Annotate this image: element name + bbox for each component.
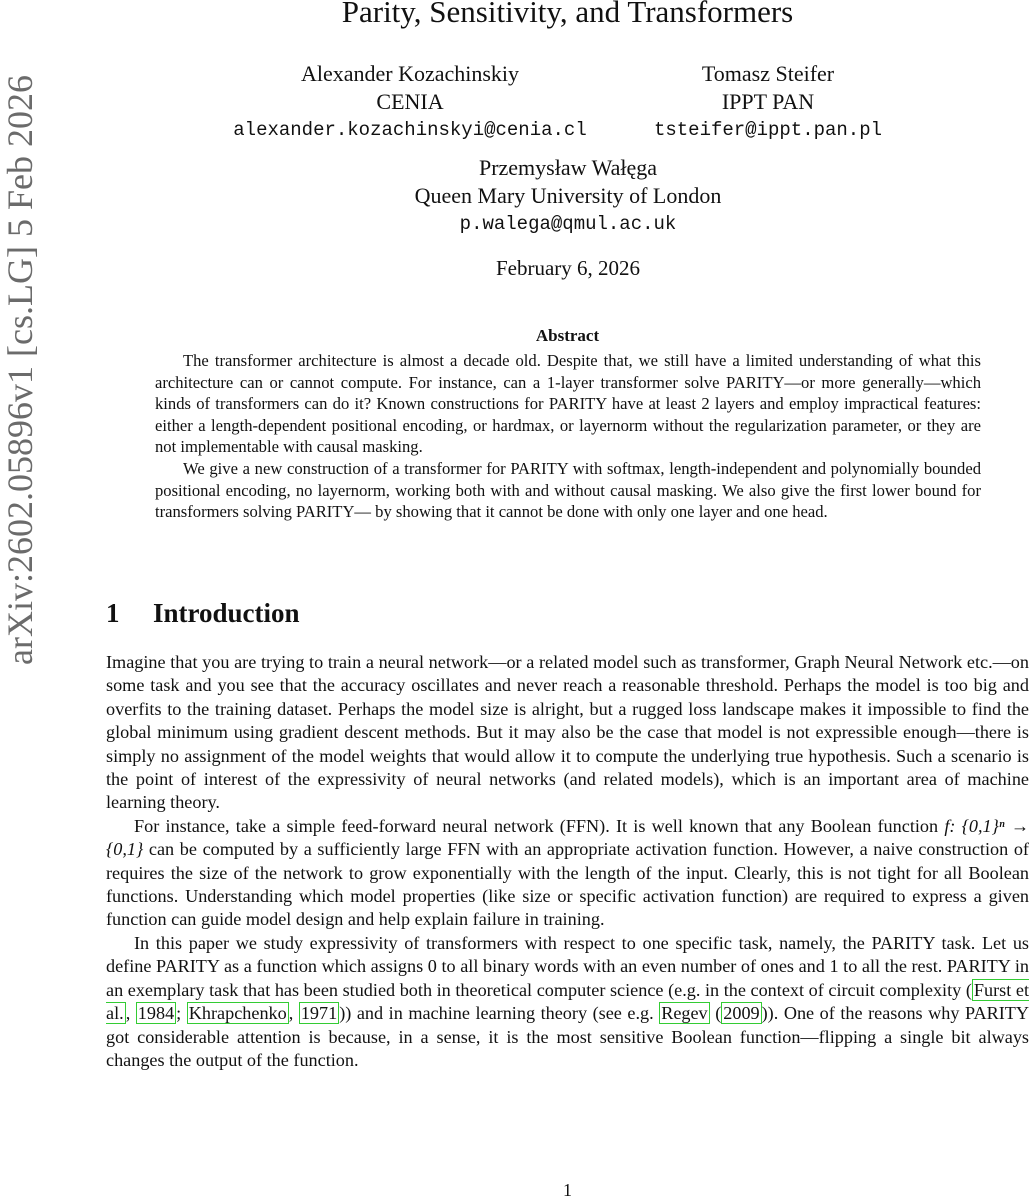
section-heading — [106, 598, 300, 629]
author-affiliation: CENIA — [376, 89, 444, 114]
text-run: can be computed by a sufficiently large FFN with an appropriate activation function. However, a naive construction of requires the size of the network to grow exponentially with the length of the input. Clearly, this is not tight for all Boolean functions. Understanding which model properties (like size or specific activation function) are required to express a given function can guide model design and help explain failure in training. — [106, 839, 1029, 930]
text-run: )). One of the reasons why PARITY got considerable attention is because, in a sense, it is the most sensitive Boolean function—flipping a single bit always changes the output of the function. — [106, 1003, 1030, 1070]
author-name: Tomasz Steifer — [701, 61, 835, 86]
text-run: ; — [176, 1003, 187, 1024]
author-affiliation: IPPT PAN — [721, 89, 815, 114]
abstract-paragraph: The transformer architecture is almost a decade old. Despite that, we still have a limited understanding of what this architecture can or cannot compute. For instance, can a 1-layer transformer solve PARITY—or more generally—which kinds of transformers can do it? Known constructions for PARITY have at least 2 layers and employ impractical features: either a length-dependent positional encoding, or hardmax, or layernorm without the regularization parameter, or they are not implementable with causal masking. — [155, 351, 981, 457]
author-email[interactable]: p.walega@qmul.ac.uk — [459, 213, 677, 235]
body-paragraph — [106, 815, 1029, 932]
abstract-paragraph: We give a new construction of a transformer for PARITY with softmax, length-independent and polynomially bounded positional encoding, no layernorm, working both with and without causal masking. We also give the first lower bound for transformers solving PARITY— by showing that it cannot be done with only one layer and one head. — [155, 458, 981, 522]
text-run: )) and in machine learning theory (see e.g. — [339, 1003, 660, 1024]
text-run: For instance, take a simple feed-forward neural network (FFN). It is well known that any Boolean function — [134, 815, 945, 836]
citation-link[interactable]: 1984 — [137, 1003, 175, 1024]
author-email[interactable]: alexander.kozachinskyi@cenia.cl — [233, 119, 587, 141]
body-paragraph — [106, 932, 1029, 1072]
body-text — [106, 651, 1029, 1072]
text-run: ( — [709, 1003, 722, 1024]
author-name: Przemysław Wałęga — [478, 155, 658, 180]
citation-link[interactable]: Khrapchenko — [188, 1003, 287, 1024]
citation-link[interactable]: 2009 — [723, 1003, 760, 1024]
text-run: , — [125, 1003, 136, 1024]
author-email[interactable]: tsteifer@ippt.pan.pl — [653, 119, 883, 141]
citation-link[interactable]: Regev — [661, 1003, 708, 1024]
section-number: 1 — [106, 598, 120, 628]
author-affiliation: Queen Mary University of London — [414, 183, 722, 208]
paper-date: February 6, 2026 — [495, 256, 641, 280]
text-run: In this paper we study expressivity of transformers with respect to one specific task, namely, the PARITY task. Let us define PARITY as a function which assigns 0 to all binary words with an even number of ones and 1 to all the rest. PARITY in an exemplary task that has been studied both in theoretical computer science (e.g. in the context of circuit complexity ( — [106, 932, 1029, 1000]
citation-link[interactable]: Furst et al. — [106, 979, 1029, 1024]
body-paragraph: Imagine that you are trying to train a neural network—or a related model such as transformer, Graph Neural Network etc.—on some task and you see that the accuracy oscillates and never reach a reasonable threshold. Perhaps the model is too big and overfits to the training dataset. Perhaps the model size is alright, but a rugged loss landscape makes it impossible to find the global minimum using gradient descent methods. But it may also be the case that model is not expressible enough—there is simply no assignment of the model weights that would allow it to compute the underlying true hypothesis. Such a scenario is the point of interest of the expressivity of neural networks (and related models), which is an important area of machine learning theory. — [106, 652, 1029, 813]
abstract-heading: Abstract — [535, 326, 600, 345]
author-block — [210, 60, 610, 144]
author-name: Alexander Kozachinskiy — [300, 61, 520, 86]
math-expression: f: {0,1}ⁿ → {0,1} — [106, 815, 1030, 860]
section-title: Introduction — [153, 598, 300, 628]
page-number: 1 — [563, 1180, 572, 1200]
abstract-body — [155, 350, 981, 523]
author-block — [588, 60, 948, 144]
arxiv-identifier: arXiv:2602.05896v1 [cs.LG] 5 Feb 2026 — [0, 75, 40, 665]
text-run: , — [288, 1003, 299, 1024]
paper-title: Parity, Sensitivity, and Transformers — [341, 0, 794, 29]
citation-link[interactable]: 1971 — [300, 1003, 338, 1024]
author-block — [368, 154, 768, 238]
